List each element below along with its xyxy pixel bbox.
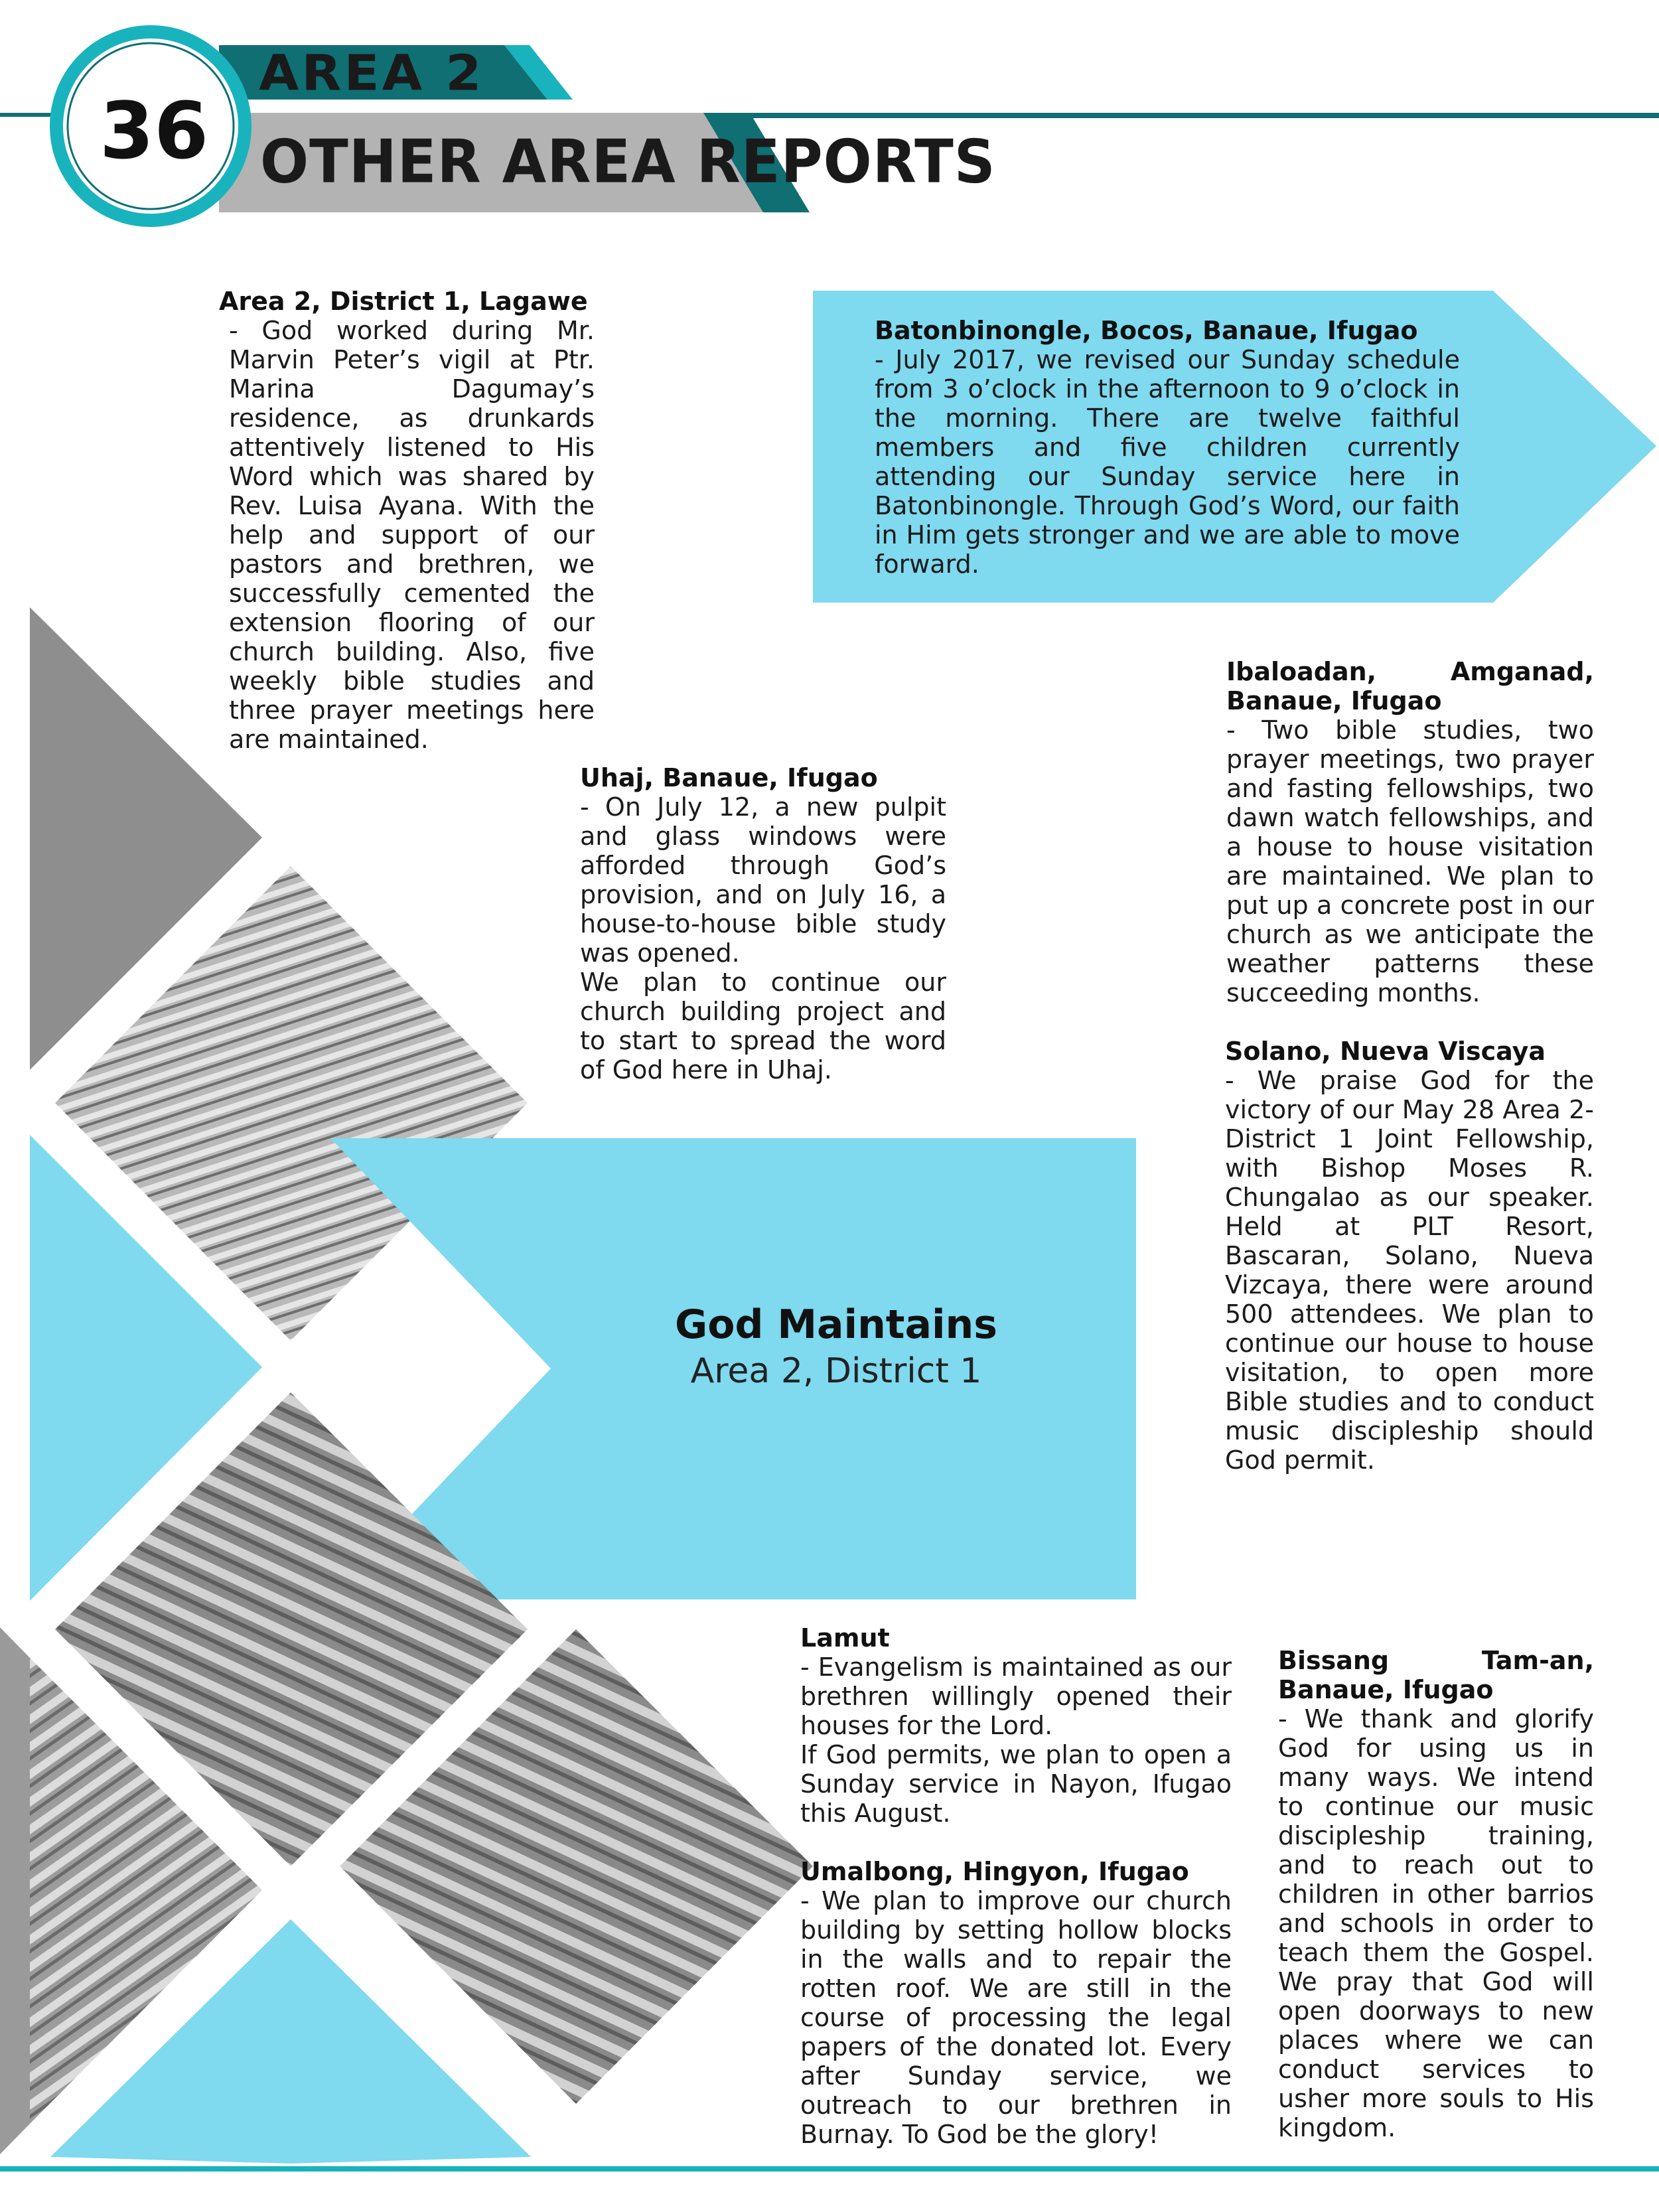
report-heading: Area 2, District 1, Lagawe (219, 287, 588, 316)
report-body-continued: If God permits, we plan to open a Sunday service in Nayon, Ifugao this August. (800, 1740, 1232, 1828)
feature-title: God Maintains (675, 1301, 997, 1348)
report-body: - Two bible studies, two prayer meetings, two prayer and fasting fellowships, two dawn watch fellowships, and a house to house visitation are maintained. We plan to put up a concrete post in our church as we anticipate the weather patterns these succeeding months. (1226, 715, 1594, 1007)
report-lamut (800, 1623, 1232, 2149)
section-title: OTHER AREA REPORTS (260, 127, 996, 197)
report-body: - God worked during Mr. Marvin Peter’s vigil at Ptr. Marina Dagumay’s residence, as drunkards attentively listened to His Word which was shared by Rev. Luisa Ayana. With the help and support of our pastors and brethren, we successfully cemented the extension flooring of our church building. Also, five weekly bible studies and three prayer meetings here are maintained. (229, 316, 595, 754)
report-bissang (1278, 1646, 1594, 2142)
report-heading: Lamut (800, 1623, 890, 1653)
report-ibaloadan (1226, 657, 1594, 1007)
report-batonbinongle (875, 316, 1460, 579)
report-body: - We praise God for the victory of our May 28 Area 2-District 1 Joint Fellowship, with Bishop Moses R. Chungalao as our speaker. Held at PLT Resort, Bascaran, Solano, Nueva Vizcaya, there were around 500 attendees. We plan to continue our house to house visitation, to open more Bible studies and to conduct music discipleship should God permit. (1225, 1066, 1594, 1475)
report-solano (1225, 1037, 1594, 1475)
report-body: - On July 12, a new pulpit and glass windows were afforded through God’s provision, and on July 16, a house-to-house bible study was opened. (580, 792, 946, 968)
report-body: - Evangelism is maintained as our brethren willingly opened their houses for the Lord. (800, 1653, 1232, 1740)
report-body-umalbong: - We plan to improve our church building by setting hollow blocks in the walls and to repair the rotten roof. We are still in the course of processing the legal papers of the donated lot. Every after Sunday service, we outreach to our brethren in Burnay. To God be the glory! (800, 1886, 1232, 2149)
header-line-right (730, 113, 1659, 118)
feature-subtitle: Area 2, District 1 (690, 1351, 982, 1391)
report-heading: Batonbinongle, Bocos, Banaue, Ifugao (875, 316, 1418, 345)
feature-title-block (611, 1299, 1062, 1392)
area-label: AREA 2 (259, 45, 484, 102)
report-heading: Ibaloadan, Amganad, Banaue, Ifugao (1226, 657, 1594, 715)
report-body: - July 2017, we revised our Sunday schedule from 3 o’clock in the afternoon to 9 o’clock in the morning. There are twelve faithful members and five children currently attending our Sunday service here in Batonbinongle. Through God’s Word, our faith in Him gets stronger and we are able to move forward. (875, 345, 1460, 579)
terrace-photo-left-edge (0, 1627, 30, 2154)
report-uhaj (580, 763, 946, 1084)
report-heading: Solano, Nueva Viscaya (1225, 1037, 1546, 1066)
report-body: - We thank and glorify God for using us in many ways. We intend to continue our music discipleship training, and to reach out to children in other barrios and schools in order to teach them the Gospel. We pray that God will open doorways to new places where we can conduct services to usher more souls to His kingdom. (1278, 1704, 1594, 2142)
report-body-continued: We plan to continue our church building project and to start to spread the word of God here in Uhaj. (580, 968, 946, 1084)
report-heading: Bissang Tam-an, Banaue, Ifugao (1278, 1646, 1594, 1704)
report-heading: Uhaj, Banaue, Ifugao (580, 763, 878, 792)
report-heading-umalbong: Umalbong, Hingyon, Ifugao (800, 1857, 1189, 1886)
page-number: 36 (100, 85, 209, 177)
report-lagawe (219, 287, 595, 754)
bottom-rule (0, 2166, 1659, 2172)
